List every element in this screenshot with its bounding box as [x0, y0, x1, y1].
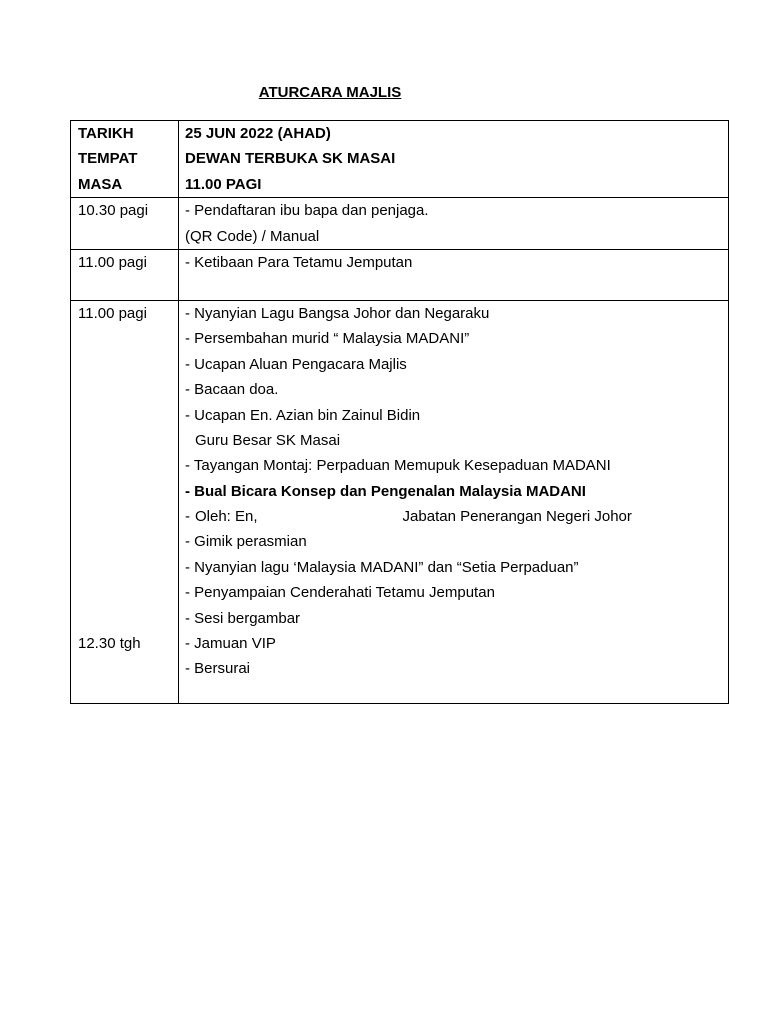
table-row [71, 300, 729, 703]
table-row [71, 249, 729, 300]
time-cell [71, 198, 179, 250]
activity-item-highlight: - Bual Bicara Konsep dan Pengenalan Malaysia MADANI [185, 482, 586, 500]
activity-item: - Penyampaian Cenderahati Tetamu Jemputan [185, 584, 495, 602]
label-masa: MASA [78, 175, 123, 193]
value-time: 11.00 PAGI [185, 175, 262, 193]
activity-item: - Pendaftaran ibu bapa dan penjaga. [185, 202, 429, 220]
row-time-end: 12.30 tgh [78, 635, 141, 653]
activity-cell [179, 198, 729, 250]
activity-item: - Persembahan murid “ Malaysia MADANI” [185, 330, 470, 348]
row-time: 11.00 pagi [78, 253, 147, 271]
activity-item: (QR Code) / Manual [185, 227, 320, 245]
activity-item: - Sesi bergambar [185, 609, 301, 627]
header-values-cell [179, 121, 729, 198]
value-venue: DEWAN TERBUKA SK MASAI [185, 150, 396, 168]
activity-item: - Bacaan doa. [185, 381, 279, 399]
time-cell [71, 300, 179, 703]
activity-item: - Nyanyian lagu ‘Malaysia MADANI” dan “Setia Perpaduan” [185, 558, 579, 576]
activity-item: - Gimik perasmian [185, 533, 307, 551]
label-tempat: TEMPAT [78, 150, 138, 168]
row-time: 11.00 pagi [78, 304, 147, 322]
speaker-dash: - [185, 508, 190, 526]
speaker-name: Oleh: En, [195, 508, 258, 526]
activity-item: - Ucapan En. Azian bin Zainul Bidin [185, 406, 421, 424]
program-schedule-table [70, 120, 729, 704]
activity-item: Guru Besar SK Masai [195, 431, 341, 449]
activity-item: - Ketibaan Para Tetamu Jemputan [185, 253, 413, 271]
header-labels-cell [71, 121, 179, 198]
document-title: ATURCARA MAJLIS [258, 84, 402, 101]
table-header-row [71, 121, 729, 198]
speaker-line [185, 504, 728, 529]
activity-cell [179, 300, 729, 703]
table-row [71, 198, 729, 250]
activity-item: - Bersurai [185, 660, 251, 678]
value-date: 25 JUN 2022 (AHAD) [185, 125, 331, 142]
activity-item: - Ucapan Aluan Pengacara Majlis [185, 355, 407, 373]
activity-item: - Jamuan VIP [185, 635, 276, 653]
speaker-agency: Jabatan Penerangan Negeri Johor [402, 508, 632, 526]
activity-cell [179, 249, 729, 300]
activity-item: - Nyanyian Lagu Bangsa Johor dan Negaraku [185, 304, 490, 322]
label-tarikh: TARIKH [78, 125, 134, 142]
activity-item: - Tayangan Montaj: Perpaduan Memupuk Kesepaduan MADANI [185, 457, 611, 475]
time-cell [71, 249, 179, 300]
row-time: 10.30 pagi [78, 202, 149, 220]
